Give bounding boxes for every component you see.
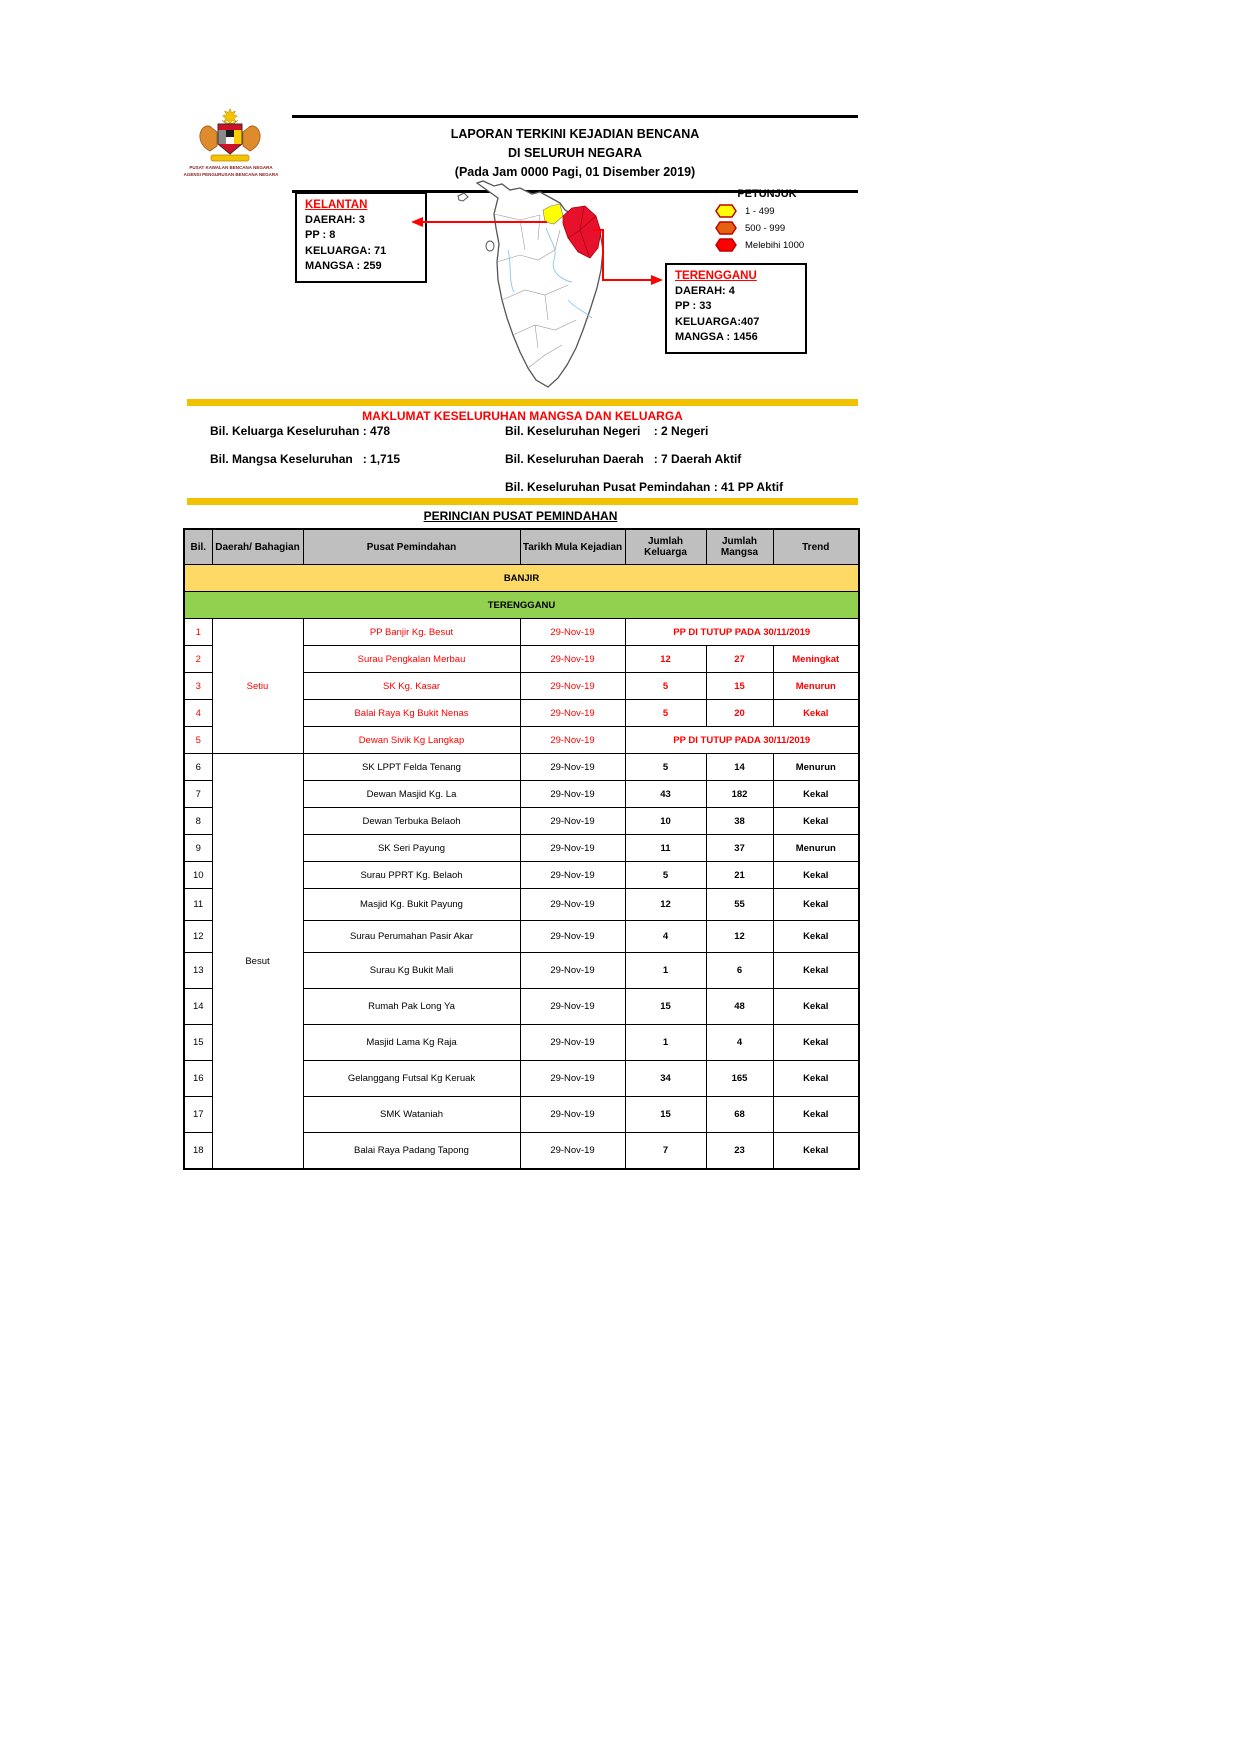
legend-title: PETUNJUK (737, 188, 797, 200)
row-number-cell: 18 (184, 1133, 212, 1170)
summary-pp-total: Bil. Keseluruhan Pusat Pemindahan : 41 PP Aktif (505, 480, 784, 494)
pp-name-cell: SK Kg. Kasar (303, 673, 520, 700)
pp-closed-note-cell: PP DI TUTUP PADA 30/11/2019 (625, 619, 859, 646)
jumlah-mangsa-cell: 15 (706, 673, 773, 700)
jumlah-keluarga-cell: 1 (625, 953, 706, 989)
terengganu-info-box (665, 263, 807, 354)
legend-label: 1 - 499 (745, 205, 775, 217)
jumlah-mangsa-cell: 23 (706, 1133, 773, 1170)
langkawi-island (458, 193, 468, 201)
pp-detail-table (183, 528, 860, 1170)
start-date-cell: 29-Nov-19 (520, 953, 625, 989)
info-box-line: PP : 8 (305, 229, 336, 242)
header-jumlah-keluarga: Jumlah Keluarga (625, 529, 706, 565)
start-date-cell: 29-Nov-19 (520, 862, 625, 889)
summary-mangsa-total: Bil. Mangsa Keseluruhan : 1,715 (210, 452, 401, 466)
info-box-line: KELUARGA:407 (675, 315, 760, 328)
kelantan-box-title: KELANTAN (305, 199, 368, 211)
pp-name-cell: SK LPPT Felda Tenang (303, 754, 520, 781)
header-bil: Bil. (184, 529, 212, 565)
row-number-cell: 7 (184, 781, 212, 808)
pp-name-cell: Surau PPRT Kg. Belaoh (303, 862, 520, 889)
start-date-cell: 29-Nov-19 (520, 781, 625, 808)
info-box-line: DAERAH: 4 (675, 285, 735, 297)
header-trend: Trend (773, 529, 859, 565)
malaysia-coat-of-arms-logo (198, 108, 262, 162)
trend-cell: Kekal (773, 921, 859, 953)
row-number-cell: 17 (184, 1097, 212, 1133)
legend-hexagon-icon (715, 221, 737, 235)
start-date-cell: 29-Nov-19 (520, 673, 625, 700)
gold-divider-bottom (187, 498, 858, 505)
jumlah-mangsa-cell: 37 (706, 835, 773, 862)
terengganu-band-label: TERENGGANU (184, 592, 859, 619)
row-number-cell: 15 (184, 1025, 212, 1061)
jumlah-mangsa-cell: 14 (706, 754, 773, 781)
coat-of-arms-icon (198, 108, 262, 162)
jumlah-keluarga-cell: 43 (625, 781, 706, 808)
pp-name-cell: Balai Raya Kg Bukit Nenas (303, 700, 520, 727)
trend-cell: Menurun (773, 673, 859, 700)
report-title-line3: (Pada Jam 0000 Pagi, 01 Disember 2019) (454, 164, 696, 179)
pp-name-cell: PP Banjir Kg. Besut (303, 619, 520, 646)
district-cell: Besut (212, 754, 303, 1170)
jumlah-keluarga-cell: 1 (625, 1025, 706, 1061)
pp-name-cell: Masjid Lama Kg Raja (303, 1025, 520, 1061)
trend-cell: Kekal (773, 862, 859, 889)
banjir-band-label: BANJIR (184, 565, 859, 592)
pp-name-cell: Surau Perumahan Pasir Akar (303, 921, 520, 953)
jumlah-keluarga-cell: 10 (625, 808, 706, 835)
trend-cell: Kekal (773, 700, 859, 727)
jumlah-keluarga-cell: 5 (625, 862, 706, 889)
jumlah-mangsa-cell: 68 (706, 1097, 773, 1133)
row-number-cell: 4 (184, 700, 212, 727)
jumlah-mangsa-cell: 48 (706, 989, 773, 1025)
legend-item (715, 204, 837, 218)
trend-cell: Menurun (773, 835, 859, 862)
jumlah-mangsa-cell: 27 (706, 646, 773, 673)
legend-item (715, 238, 837, 252)
trend-cell: Kekal (773, 1061, 859, 1097)
row-number-cell: 10 (184, 862, 212, 889)
jumlah-mangsa-cell: 182 (706, 781, 773, 808)
pp-name-cell: Gelanggang Futsal Kg Keruak (303, 1061, 520, 1097)
start-date-cell: 29-Nov-19 (520, 808, 625, 835)
start-date-cell: 29-Nov-19 (520, 727, 625, 754)
trend-cell: Kekal (773, 781, 859, 808)
kelantan-info-box (295, 192, 427, 283)
start-date-cell: 29-Nov-19 (520, 1133, 625, 1170)
legend-label: Melebihi 1000 (745, 239, 805, 251)
trend-cell: Menurun (773, 754, 859, 781)
jumlah-keluarga-cell: 5 (625, 700, 706, 727)
row-number-cell: 16 (184, 1061, 212, 1097)
jumlah-mangsa-cell: 6 (706, 953, 773, 989)
pp-name-cell: Rumah Pak Long Ya (303, 989, 520, 1025)
summary-keluarga-total: Bil. Keluarga Keseluruhan : 478 (210, 424, 391, 438)
district-cell: Setiu (212, 619, 303, 754)
start-date-cell: 29-Nov-19 (520, 1097, 625, 1133)
gold-divider-top (187, 399, 858, 406)
info-box-line: MANGSA : 1456 (675, 331, 758, 344)
jumlah-keluarga-cell: 11 (625, 835, 706, 862)
peninsular-malaysia-map (450, 180, 645, 395)
header-daerah: Daerah/ Bahagian (212, 529, 303, 565)
jumlah-keluarga-cell: 7 (625, 1133, 706, 1170)
jumlah-keluarga-cell: 15 (625, 1097, 706, 1133)
trend-cell: Kekal (773, 1097, 859, 1133)
jumlah-keluarga-cell: 34 (625, 1061, 706, 1097)
summary-title: MAKLUMAT KESELURUHAN MANGSA DAN KELUARGA (362, 409, 683, 423)
trend-cell: Kekal (773, 953, 859, 989)
pp-name-cell: Dewan Terbuka Belaoh (303, 808, 520, 835)
logo-caption-line1: PUSAT KAWALAN BENCANA NEGARA (189, 165, 273, 170)
start-date-cell: 29-Nov-19 (520, 835, 625, 862)
jumlah-mangsa-cell: 55 (706, 889, 773, 921)
terengganu-box-title: TERENGGANU (675, 270, 757, 282)
start-date-cell: 29-Nov-19 (520, 1025, 625, 1061)
pp-closed-note-cell: PP DI TUTUP PADA 30/11/2019 (625, 727, 859, 754)
row-number-cell: 9 (184, 835, 212, 862)
pp-name-cell: Surau Pengkalan Merbau (303, 646, 520, 673)
jumlah-keluarga-cell: 5 (625, 673, 706, 700)
map-section (185, 180, 860, 408)
start-date-cell: 29-Nov-19 (520, 889, 625, 921)
jumlah-mangsa-cell: 38 (706, 808, 773, 835)
section-band-terengganu (184, 592, 859, 619)
trend-cell: Kekal (773, 808, 859, 835)
pp-name-cell: SK Seri Payung (303, 835, 520, 862)
terengganu-arrow-head (651, 275, 663, 285)
info-box-line: DAERAH: 3 (305, 214, 365, 226)
row-number-cell: 11 (184, 889, 212, 921)
start-date-cell: 29-Nov-19 (520, 921, 625, 953)
start-date-cell: 29-Nov-19 (520, 1061, 625, 1097)
jumlah-mangsa-cell: 4 (706, 1025, 773, 1061)
row-number-cell: 6 (184, 754, 212, 781)
row-number-cell: 1 (184, 619, 212, 646)
trend-cell: Kekal (773, 1025, 859, 1061)
logo-caption-line2: AGENSI PENGURUSAN BENCANA NEGARA (183, 171, 279, 177)
start-date-cell: 29-Nov-19 (520, 619, 625, 646)
row-number-cell: 5 (184, 727, 212, 754)
legend-hexagon-icon (715, 204, 737, 218)
table-row (184, 754, 859, 781)
legend-label: 500 - 999 (745, 222, 786, 234)
header-jumlah-mangsa: Jumlah Mangsa (706, 529, 773, 565)
table-row (184, 619, 859, 646)
terengganu-box-lines (675, 284, 797, 346)
jumlah-keluarga-cell: 5 (625, 754, 706, 781)
jumlah-keluarga-cell: 12 (625, 889, 706, 921)
start-date-cell: 29-Nov-19 (520, 700, 625, 727)
row-number-cell: 3 (184, 673, 212, 700)
pp-name-cell: Surau Kg Bukit Mali (303, 953, 520, 989)
trend-cell: Kekal (773, 889, 859, 921)
jumlah-mangsa-cell: 21 (706, 862, 773, 889)
pp-name-cell: SMK Wataniah (303, 1097, 520, 1133)
table-title: PERINCIAN PUSAT PEMINDAHAN (423, 509, 618, 523)
row-number-cell: 2 (184, 646, 212, 673)
report-title-line1: LAPORAN TERKINI KEJADIAN BENCANA (450, 127, 700, 141)
header-tarikh: Tarikh Mula Kejadian (520, 529, 625, 565)
report-title-line2: DI SELURUH NEGARA (507, 145, 643, 160)
start-date-cell: 29-Nov-19 (520, 754, 625, 781)
start-date-cell: 29-Nov-19 (520, 989, 625, 1025)
info-box-line: MANGSA : 259 (305, 260, 382, 273)
logo-caption (176, 165, 286, 179)
table-header-row (184, 529, 859, 565)
map-legend (697, 188, 837, 255)
section-band-banjir (184, 565, 859, 592)
jumlah-mangsa-cell: 12 (706, 921, 773, 953)
jumlah-keluarga-cell: 4 (625, 921, 706, 953)
pp-name-cell: Masjid Kg. Bukit Payung (303, 889, 520, 921)
jumlah-mangsa-cell: 20 (706, 700, 773, 727)
row-number-cell: 13 (184, 953, 212, 989)
legend-items (697, 204, 837, 252)
start-date-cell: 29-Nov-19 (520, 646, 625, 673)
pp-name-cell: Dewan Sivik Kg Langkap (303, 727, 520, 754)
summary-negeri-total: Bil. Keseluruhan Negeri : 2 Negeri (505, 424, 709, 438)
info-box-line: PP : 33 (675, 300, 712, 313)
summary-daerah-total: Bil. Keseluruhan Daerah : 7 Daerah Aktif (505, 452, 742, 466)
legend-hexagon-icon (715, 238, 737, 252)
row-number-cell: 12 (184, 921, 212, 953)
info-box-line: KELUARGA: 71 (305, 244, 387, 257)
header-pusat-pemindahan: Pusat Pemindahan (303, 529, 520, 565)
pp-name-cell: Dewan Masjid Kg. La (303, 781, 520, 808)
trend-cell: Kekal (773, 989, 859, 1025)
row-number-cell: 14 (184, 989, 212, 1025)
jumlah-keluarga-cell: 12 (625, 646, 706, 673)
pp-name-cell: Balai Raya Padang Tapong (303, 1133, 520, 1170)
row-number-cell: 8 (184, 808, 212, 835)
trend-cell: Meningkat (773, 646, 859, 673)
legend-item (715, 221, 837, 235)
penang-island (486, 241, 494, 251)
jumlah-mangsa-cell: 165 (706, 1061, 773, 1097)
kelantan-box-lines (305, 213, 417, 275)
trend-cell: Kekal (773, 1133, 859, 1170)
jumlah-keluarga-cell: 15 (625, 989, 706, 1025)
